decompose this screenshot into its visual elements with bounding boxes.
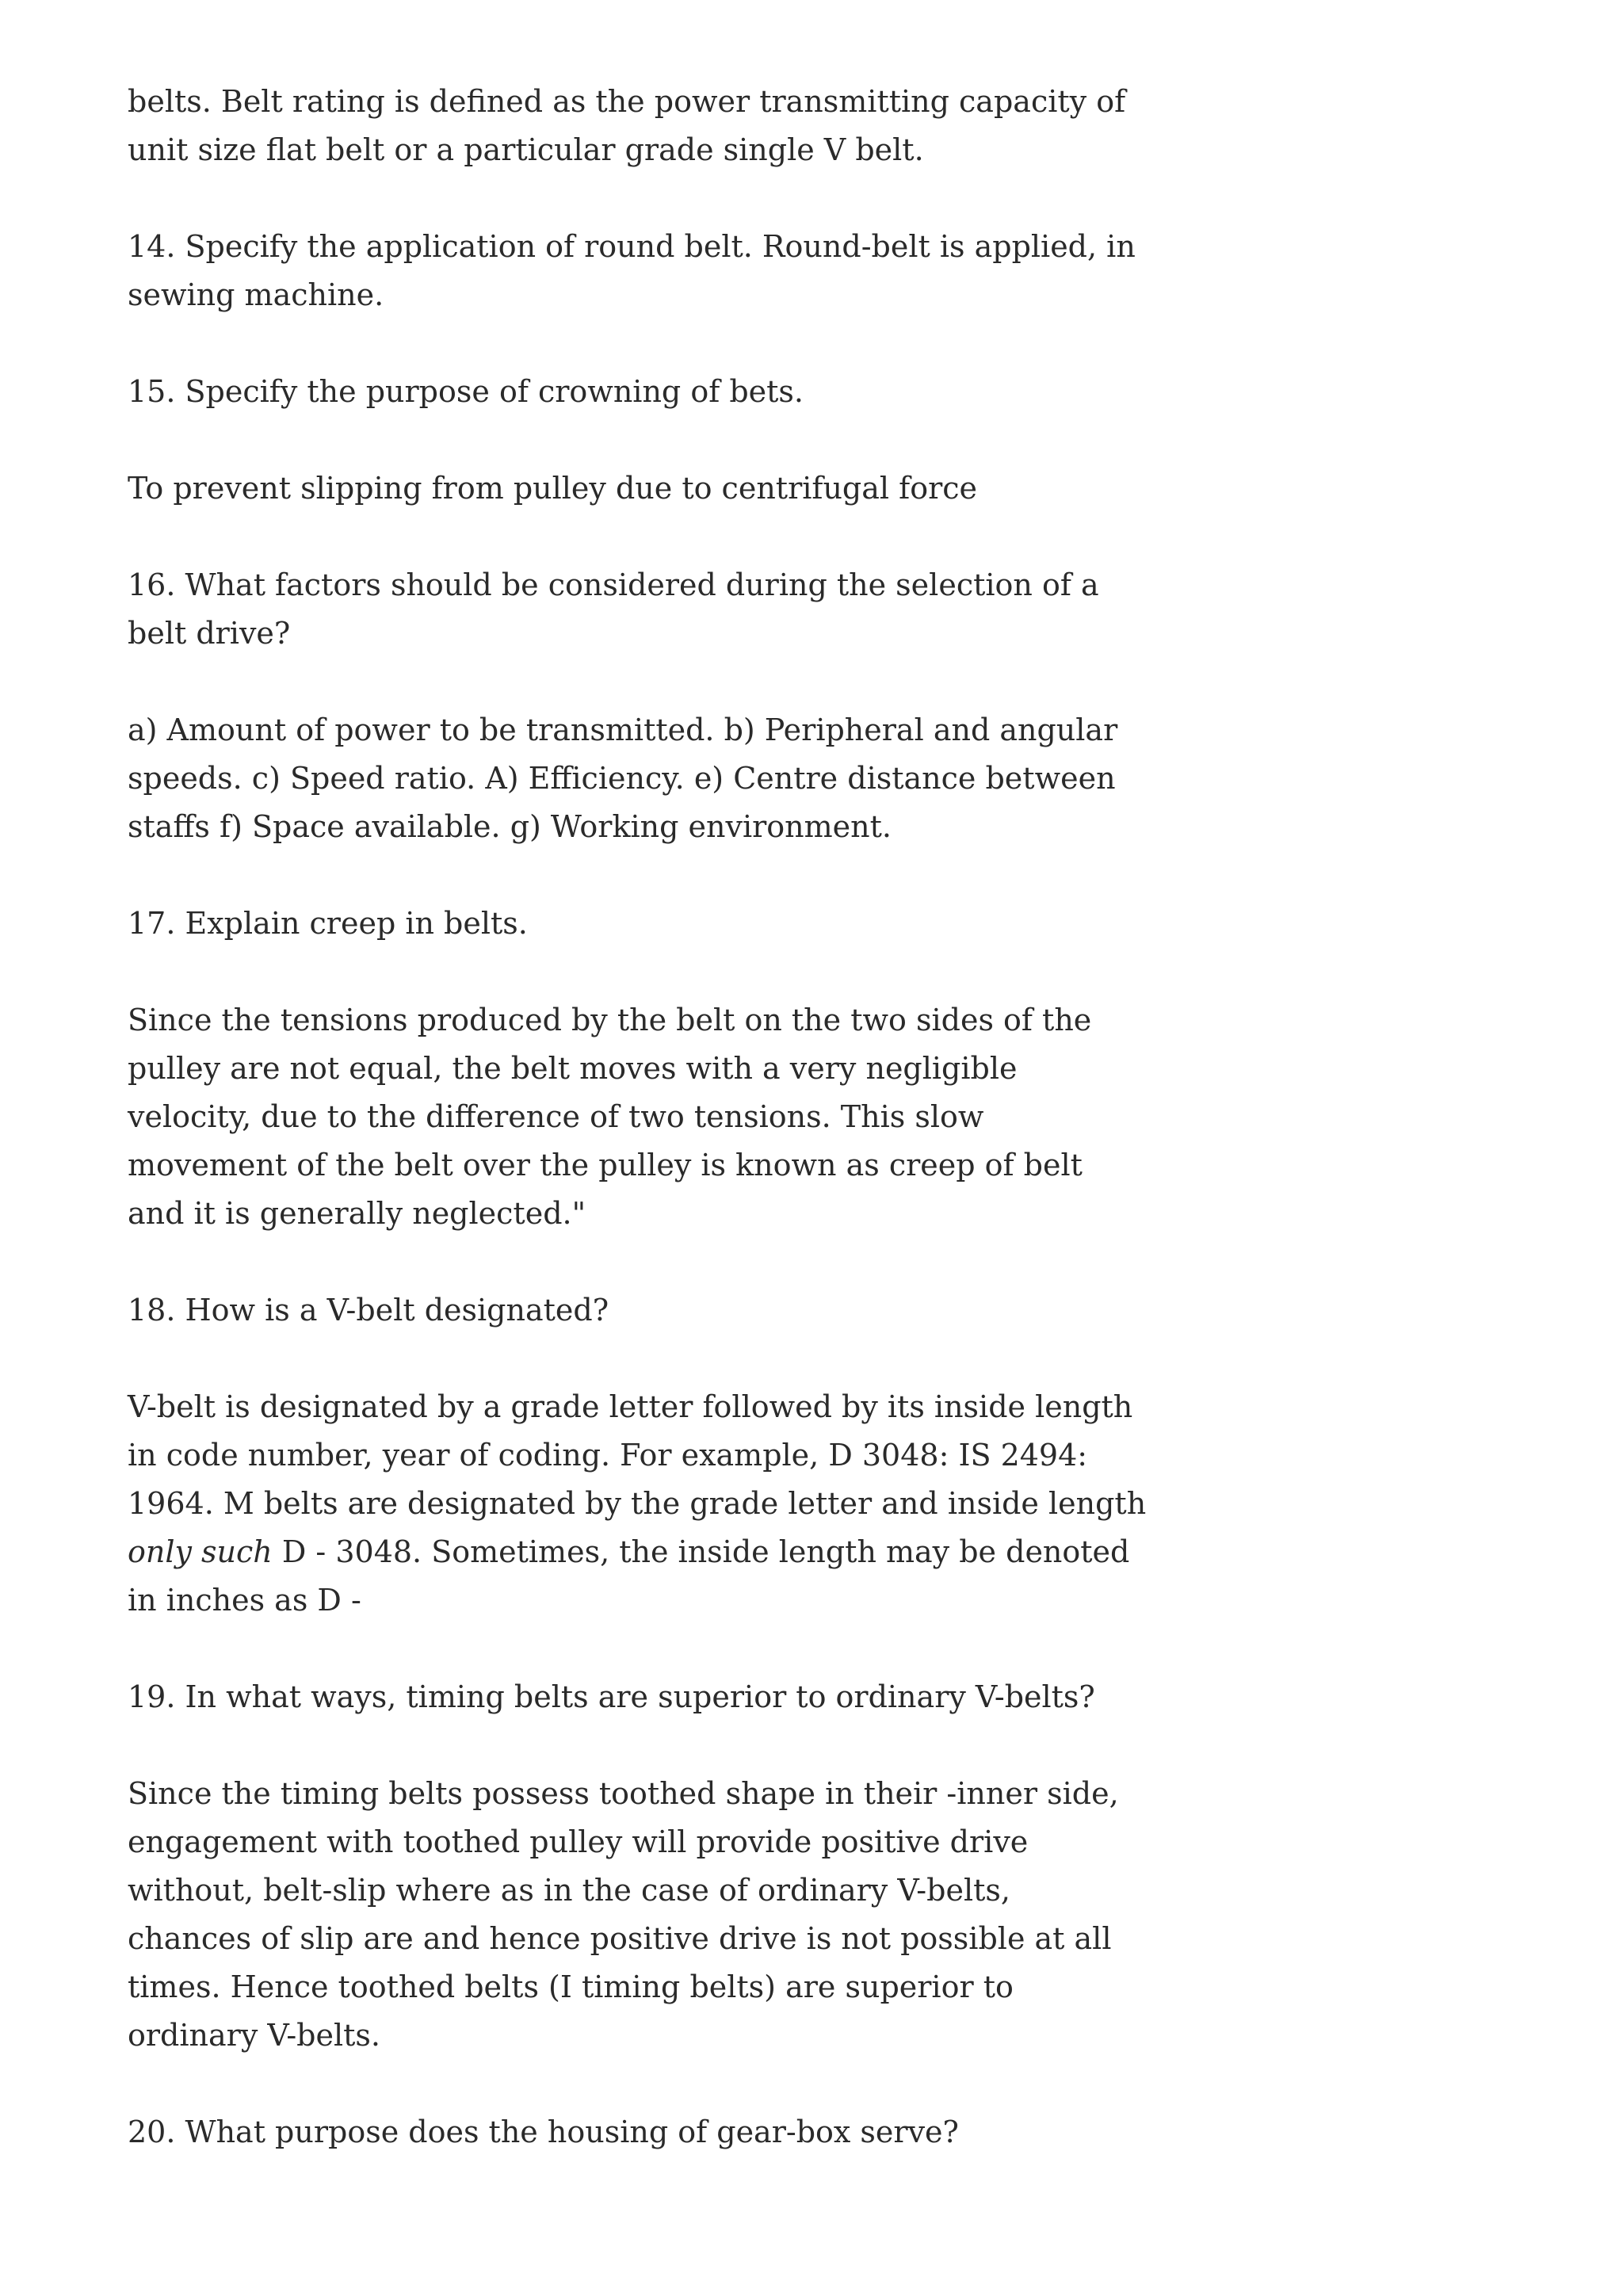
- question-15: [128, 368, 1079, 416]
- text-line: speeds. c) Speed ratio. A) Efficiency. e) Centre distance between: [128, 761, 1116, 796]
- text-line: movement of the belt over the pulley is known as creep of belt: [128, 1148, 1083, 1182]
- text-line: velocity, due to the difference of two tensions. This slow: [128, 1099, 984, 1134]
- text-line: Since the tensions produced by the belt on the two sides of the: [128, 1003, 1092, 1037]
- text-line: 14. Specify the application of round belt. Round-belt is applied, in: [128, 229, 1136, 264]
- text-line: times. Hence toothed belts (I timing belts) are superior to: [128, 1969, 1014, 2004]
- text-line: staffs f) Space available. g) Working environment.: [128, 809, 892, 844]
- text-line: 16. What factors should be considered during the selection of a: [128, 567, 1099, 602]
- text-line: engagement with toothed pulley will provide positive drive: [128, 1824, 1029, 1859]
- text-line: [128, 1528, 1130, 1576]
- text-line: 17. Explain creep in belts.: [128, 906, 528, 941]
- answer-15: [128, 464, 1079, 513]
- text-line: To prevent slipping from pulley due to centrifugal force: [128, 471, 978, 506]
- text-line: Since the timing belts possess toothed shape in their -inner side,: [128, 1776, 1119, 1811]
- text-line: 15. Specify the purpose of crowning of bets.: [128, 374, 804, 409]
- text-line: belt drive?: [128, 616, 291, 651]
- question-14: [128, 223, 1136, 319]
- text-line: chances of slip are and hence positive drive is not possible at all: [128, 1921, 1112, 1956]
- text-line: 19. In what ways, timing belts are superior to ordinary V-belts?: [128, 1679, 1095, 1714]
- italic-text: only such: [128, 1534, 273, 1569]
- text-line: a) Amount of power to be transmitted. b) Peripheral and angular: [128, 712, 1118, 747]
- text-line: in code number, year of coding. For example, D 3048: IS 2494:: [128, 1438, 1088, 1473]
- text-line: pulley are not equal, the belt moves with a very negligible: [128, 1051, 1018, 1086]
- text-line: 1964. M belts are designated by the grade letter and inside length: [128, 1486, 1147, 1521]
- text-line: 18. How is a V-belt designated?: [128, 1293, 609, 1328]
- text-line: 20. What purpose does the housing of gear-box serve?: [128, 2115, 959, 2149]
- text-line: and it is generally neglected.": [128, 1196, 586, 1231]
- question-19: [128, 1673, 1095, 1721]
- answer-16: [128, 706, 1118, 851]
- question-16: [128, 561, 1099, 658]
- question-17: [128, 900, 1079, 948]
- text-line: unit size flat belt or a particular grade single V belt.: [128, 132, 924, 167]
- document-body: [128, 78, 1147, 2157]
- text-line: V-belt is designated by a grade letter followed by its inside length: [128, 1389, 1133, 1424]
- text-span: D - 3048. Sometimes, the inside length may be denoted: [272, 1534, 1130, 1569]
- question-20: [128, 2108, 1079, 2157]
- text-line: in inches as D -: [128, 1583, 361, 1618]
- text-line: ordinary V-belts.: [128, 2018, 380, 2053]
- text-line: sewing machine.: [128, 277, 384, 312]
- text-line: belts. Belt rating is defined as the power transmitting capacity of: [128, 84, 1126, 119]
- answer-19: [128, 1770, 1119, 2060]
- text-line: without, belt-slip where as in the case of ordinary V-belts,: [128, 1873, 1010, 1908]
- answer-17: [128, 996, 1092, 1238]
- question-18: [128, 1286, 1079, 1335]
- belt-rating-paragraph: [128, 78, 1126, 174]
- answer-18: [128, 1383, 1147, 1625]
